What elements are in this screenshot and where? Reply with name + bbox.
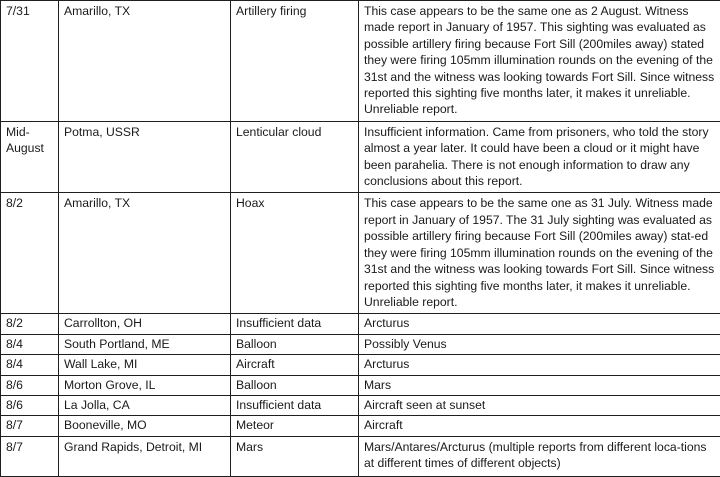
- date-cell: 8/2: [1, 193, 59, 314]
- table-row: [1, 375, 720, 395]
- location-cell: Amarillo, TX: [59, 1, 231, 122]
- date-cell: 8/6: [1, 395, 59, 415]
- table-row: [1, 193, 720, 314]
- comment-cell: Mars: [359, 375, 720, 395]
- location-cell: Wall Lake, MI: [59, 355, 231, 375]
- comment-cell: Aircraft: [359, 416, 720, 436]
- location-cell: Carrollton, OH: [59, 314, 231, 334]
- date-cell: 8/4: [1, 334, 59, 354]
- comment-cell: Arcturus: [359, 314, 720, 334]
- date-cell: 8/2: [1, 314, 59, 334]
- location-cell: Amarillo, TX: [59, 193, 231, 314]
- location-cell: La Jolla, CA: [59, 395, 231, 415]
- explanation-cell: Insufficient data: [231, 314, 359, 334]
- table-row: [1, 121, 720, 193]
- location-cell: Potma, USSR: [59, 121, 231, 193]
- date-cell: Mid-August: [1, 121, 59, 193]
- comment-cell: This case appears to be the same one as 31 July. Witness made report in January of 1957. The 31 July sighting was evaluated as possible artillery firing because Fort Sill (200miles away) stat-ed they were firing 105mm illumination rounds on the evening of the 31st and the witness was looking towards Fort Sill. Since witness reported this sighting five months later, it makes it unreliable. Unreliable report.: [359, 193, 720, 314]
- table-row: [1, 395, 720, 415]
- explanation-cell: Balloon: [231, 375, 359, 395]
- comment-cell: This case appears to be the same one as 2 August. Witness made report in January of 1957. This sighting was evaluated as possible artillery firing because Fort Sill (200miles away) stated they were firing 105mm illumination rounds on the evening of the 31st and the witness was looking towards Fort Sill. Since witness reported this sighting five months later, it makes it unreliable. Unreliable report.: [359, 1, 720, 122]
- table-row: [1, 355, 720, 375]
- location-cell: Grand Rapids, Detroit, MI: [59, 436, 231, 476]
- explanation-cell: Meteor: [231, 416, 359, 436]
- explanation-cell: Artillery firing: [231, 1, 359, 122]
- comment-cell: Insufficient information. Came from prisoners, who told the story almost a year later. It could have been a cloud or it might have been parahelia. There is not enough information to draw any conclusions about this report.: [359, 121, 720, 193]
- date-cell: 8/7: [1, 436, 59, 476]
- date-cell: 8/6: [1, 375, 59, 395]
- location-cell: Booneville, MO: [59, 416, 231, 436]
- table-row: [1, 1, 720, 122]
- location-cell: South Portland, ME: [59, 334, 231, 354]
- table-row: [1, 314, 720, 334]
- table-row: [1, 436, 720, 476]
- table-row: [1, 416, 720, 436]
- date-cell: 7/31: [1, 1, 59, 122]
- date-cell: 8/4: [1, 355, 59, 375]
- comment-cell: Mars/Antares/Arcturus (multiple reports from different loca-tions at different times of different objects): [359, 436, 720, 476]
- explanation-cell: Lenticular cloud: [231, 121, 359, 193]
- location-cell: Morton Grove, IL: [59, 375, 231, 395]
- comment-cell: Possibly Venus: [359, 334, 720, 354]
- explanation-cell: Aircraft: [231, 355, 359, 375]
- table-row: [1, 334, 720, 354]
- explanation-cell: Hoax: [231, 193, 359, 314]
- comment-cell: Arcturus: [359, 355, 720, 375]
- explanation-cell: Balloon: [231, 334, 359, 354]
- date-cell: 8/7: [1, 416, 59, 436]
- explanation-cell: Insufficient data: [231, 395, 359, 415]
- comment-cell: Aircraft seen at sunset: [359, 395, 720, 415]
- explanation-cell: Mars: [231, 436, 359, 476]
